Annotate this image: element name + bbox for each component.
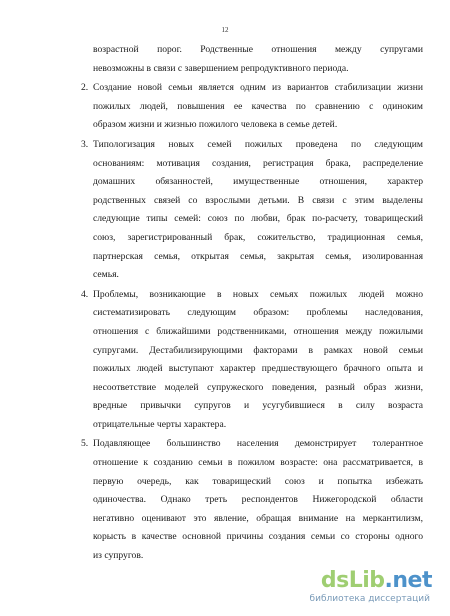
text-line: негативно оценивают это явление, обращая внимание на меркантилизм, xyxy=(93,512,423,524)
text-line: отношение к созданию семьи в пожилом возрасте: она рассматривается, в xyxy=(93,457,423,469)
numbered-list xyxy=(73,79,423,565)
text-line: Проблемы, возникающие в новых семьях пожилых людей можно xyxy=(93,288,423,300)
text-line: союз, зарегистрированный брак, сожительство, традиционная семья, xyxy=(93,231,423,243)
text-line: Подавляющее большинство населения демонстрирует толерантное xyxy=(93,438,423,450)
list-item-number: 4. xyxy=(81,288,89,300)
intro-paragraph xyxy=(93,41,423,78)
watermark-subtitle: библиотека диссертаций xyxy=(309,594,430,604)
watermark-brand-part1: dsLib xyxy=(320,568,385,593)
text-line: образом жизни и жизнью пожилого человека в семье детей. xyxy=(93,119,338,131)
text-line: возрастной порог. Родственные отношения между супругами xyxy=(93,44,423,55)
text-line: основаниям: мотивация создания, регистрация брака, распределение xyxy=(93,157,423,169)
text-line: первую очередь, как товарищеский союз и попытка избежать xyxy=(93,475,423,487)
text-line: родственных связей со взрослыми детьми. В связи с этим выделены xyxy=(93,194,423,206)
list-item xyxy=(73,136,423,285)
watermark-logo xyxy=(292,568,432,608)
text-line: отрицательные черты характера. xyxy=(93,418,227,430)
text-line: супругами. Дестабилизирующими факторами в рамках новой семьи xyxy=(93,344,423,356)
text-line: семья. xyxy=(93,269,119,281)
text-line: вредные привычки супругов и усугубившиеся в силу возраста xyxy=(93,400,423,412)
page-number: 12 xyxy=(221,26,229,34)
text-line: пожилых людей, повышения ее качества по сравнению с одиноким xyxy=(93,100,423,112)
text-line: несоответствие моделей супружеского поведения, разный образ жизни, xyxy=(93,381,423,393)
text-line: пожилых людей выступают характер предшествующего брачного опыта и xyxy=(93,363,423,375)
text-line: следующие типы семей: союз по любви, брак по-расчету, товарищеский xyxy=(93,213,423,225)
text-line: домашних обязанностей, имущественные отношения, характер xyxy=(93,176,423,188)
text-line: Типологизация новых семей пожилых проведена по следующим xyxy=(93,138,423,150)
text-line: невозможны в связи с завершением репродуктивного периода. xyxy=(93,62,349,74)
text-line: из супругов. xyxy=(93,550,144,562)
text-line: Создание новой семьи является одним из вариантов стабилизации жизни xyxy=(93,82,423,94)
text-line: партнерская семья, открытая семья, закрытая семья, изолированная xyxy=(93,250,423,262)
list-item-number: 2. xyxy=(81,82,89,94)
text-line: корысть в качестве основной причины создания семьи со стороны одного xyxy=(93,531,423,543)
text-line: одиночества. Однако треть респондентов Нижегородской области xyxy=(93,494,423,506)
list-item-number: 3. xyxy=(81,138,89,150)
list-item xyxy=(73,79,423,135)
list-item-number: 5. xyxy=(81,438,89,450)
text-line: систематизировать следующим образом: проблемы наследования, xyxy=(93,307,423,319)
watermark-brand-part2: .net xyxy=(384,568,432,593)
document-body xyxy=(73,41,423,566)
list-item xyxy=(73,435,423,565)
list-item xyxy=(73,286,423,435)
watermark-brand xyxy=(321,568,432,593)
text-line: отношения с ближайшими родственниками, отношения между пожилыми xyxy=(93,325,423,337)
